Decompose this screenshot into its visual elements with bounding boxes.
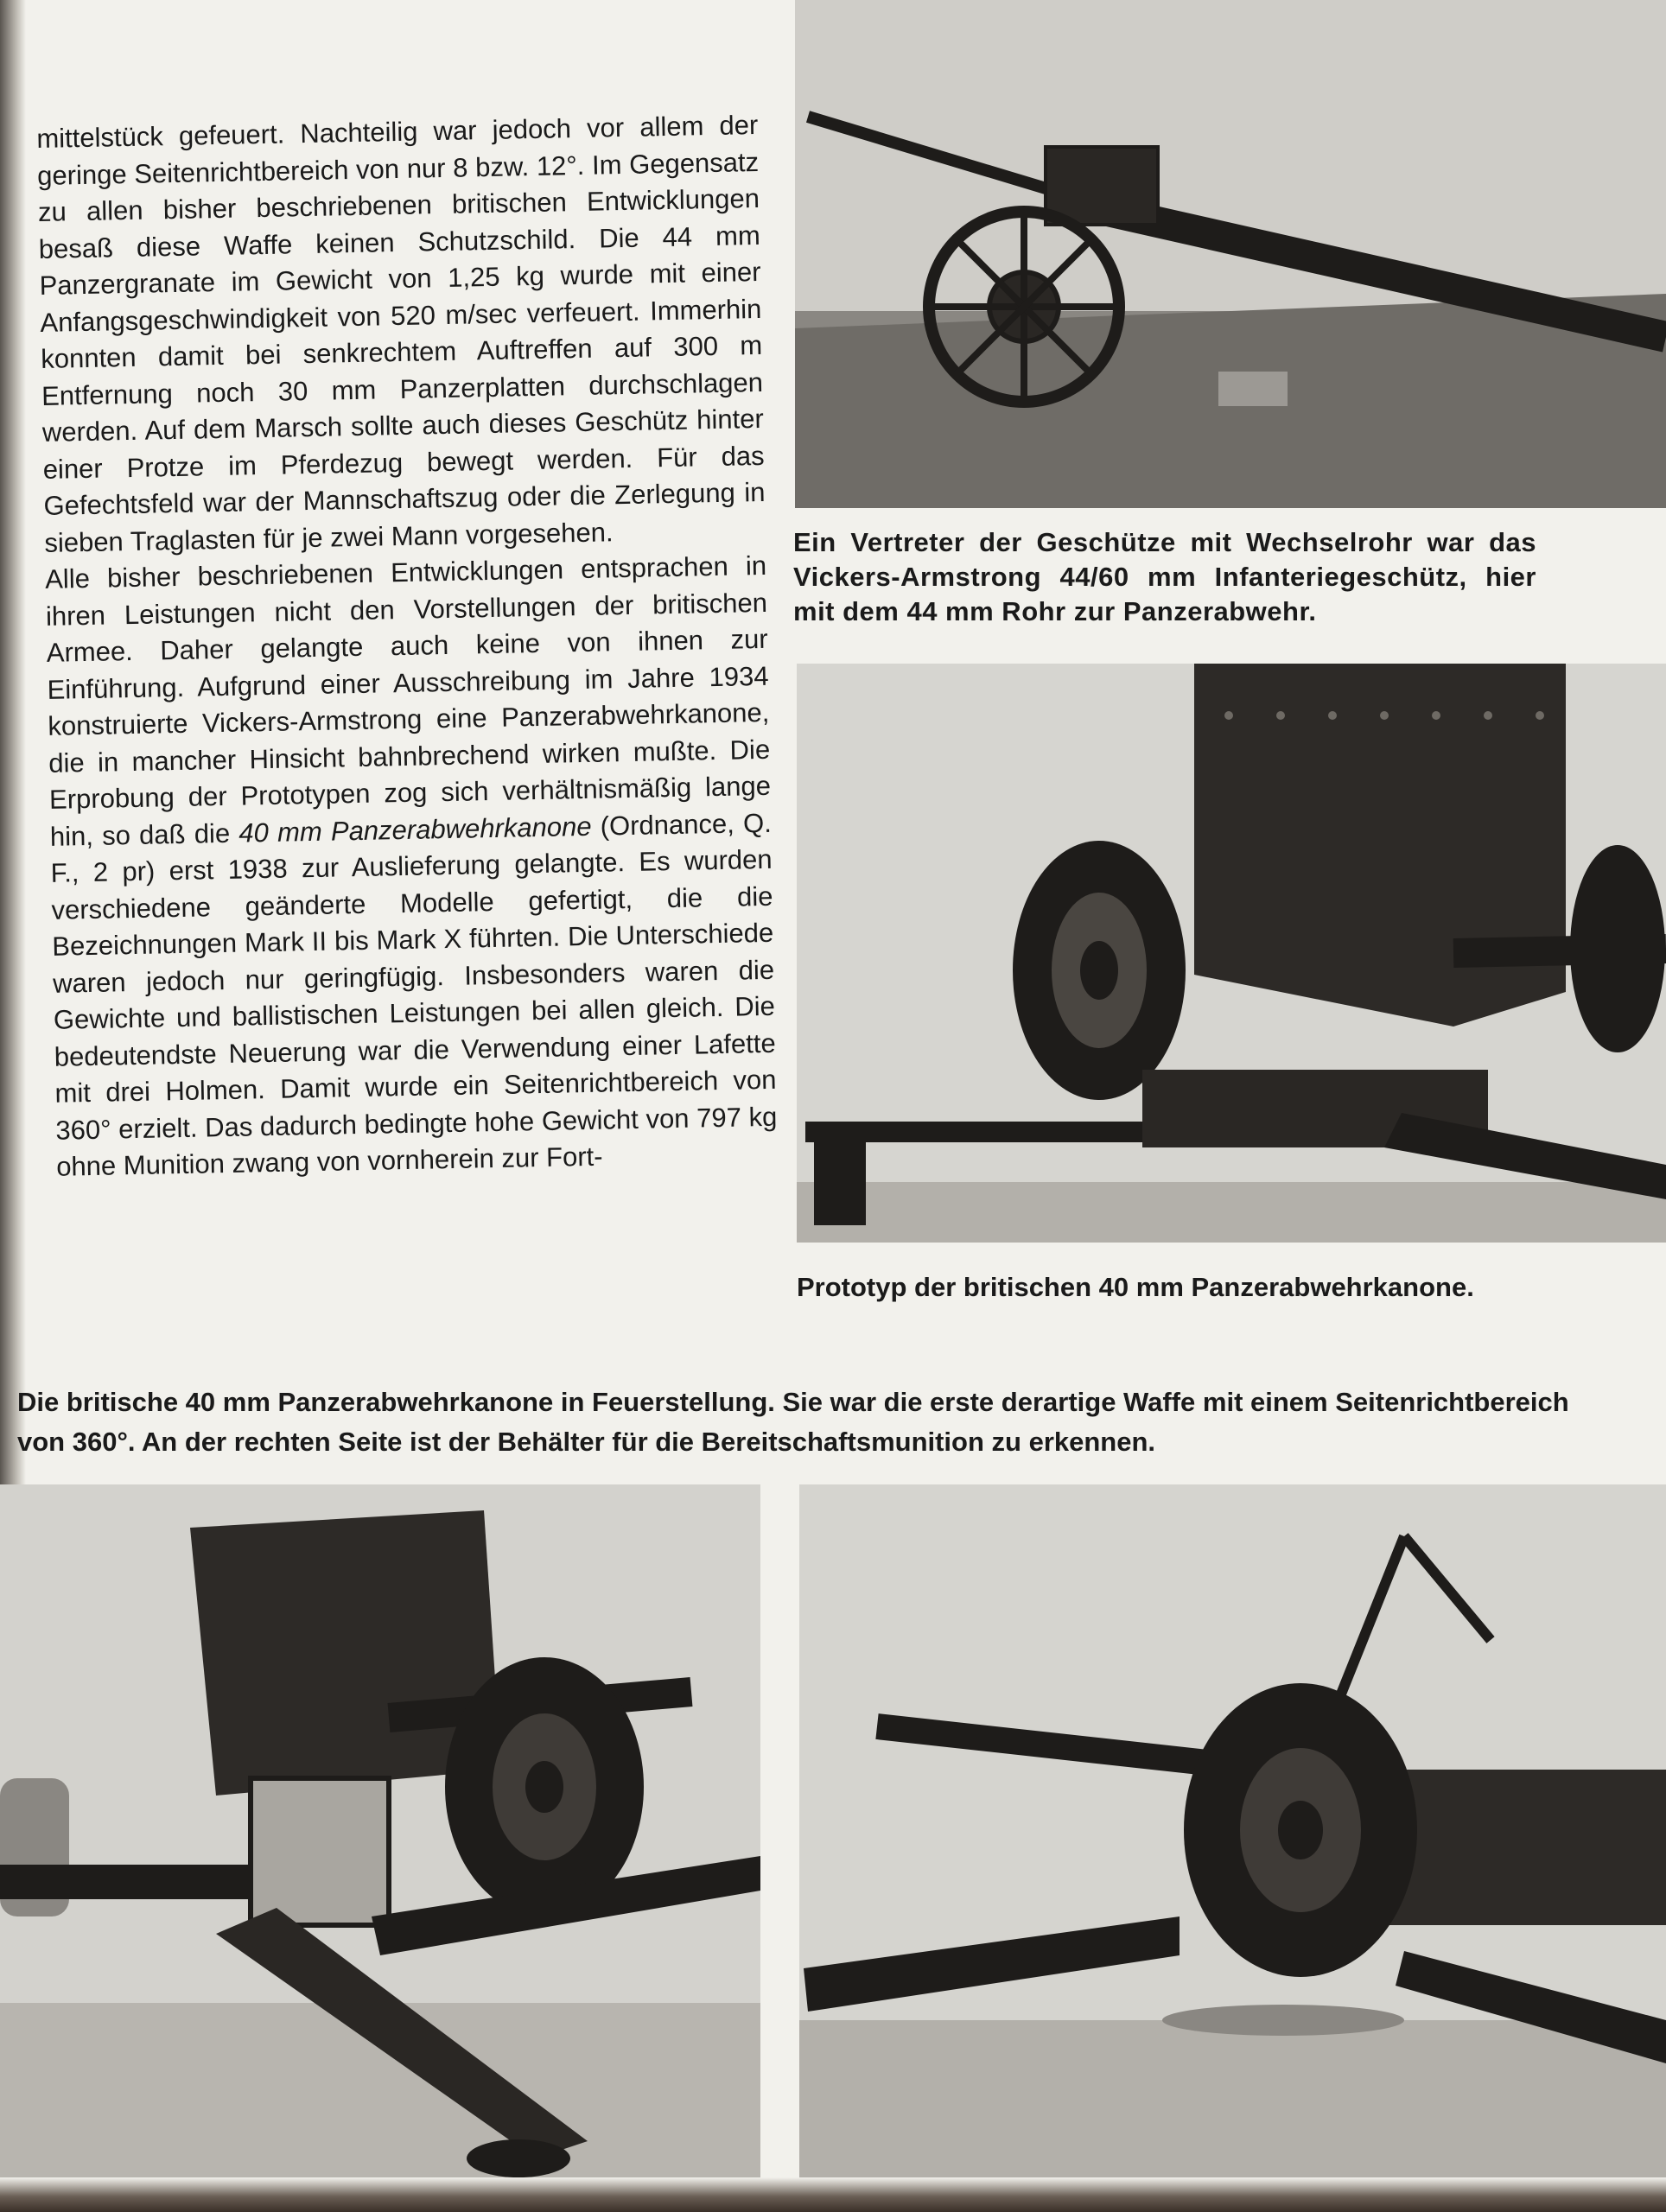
caption-vickers: Ein Vertreter der Geschütze mit Wechselrohr war das Vickers-Armstrong 44/60 mm Infanteriegeschütz, hier mit dem 44 mm Rohr zur Panzerabwehr. bbox=[793, 527, 1536, 626]
weapon-name-italic: 40 mm Panzerabwehrkanone bbox=[238, 810, 592, 849]
paragraph-2: Alle bisher beschriebenen Entwicklungen entsprachen in ihren Leistungen nicht den Vorstellungen der britischen Armee. Daher gelangte auch keine von ihnen zur Einführung. Aufgrund einer Ausschreibung im Jahre 1934 konstruierte Vickers-Armstrong eine Panzerabwehrkanone, die in mancher Hinsicht bahnbrechend wirken mußte. Die Erprobung der Prototypen zog sich verhältnismäßig lange hin, so daß die 40 mm Panzerabwehrkanone (Ordnance, Q. F., 2 pr) erst 1938 zur Auslieferung gelangte. Es wurden verschiedene geänderte Modelle gefertigt, die die Bezeichnungen Mark II bis Mark X führten. Die Unterschiede waren jedoch nur geringfügig. Insbesonders waren die Gewichte und ballistischen Leistungen bei allen gleich. Die bedeutendste Neuerung war die Verwendung einer Lafette mit drei Holmen. Damit wurde ein Seitenrichtbereich von 360° erzielt. Das dadurch bedingte hohe Gewicht von 797 kg ohne Munition zwang von vornherein zur Fort- bbox=[44, 550, 778, 1182]
photo-firing-position-left bbox=[0, 1484, 760, 2177]
photo-prototype-gun bbox=[797, 664, 1666, 1243]
photo-firing-position-right bbox=[799, 1484, 1666, 2177]
paragraph-1: mittelstück gefeuert. Nachteilig war jedoch vor allem der geringe Seitenrichtbereich von nur 8 bzw. 12°. Im Gegensatz zu allen bisher beschriebenen britischen Entwicklungen besaß diese Waffe keinen Schutzschild. Die 44 mm Panzergranate im Gewicht von 1,25 kg wurde mit einer Anfangsgeschwindigkeit von 520 m/sec verfeuert. Immerhin konnten damit bei senkrechtem Auftreffen auf 300 m Entfernung noch 30 mm Panzerplatten durchschlagen werden. Auf dem Marsch sollte auch dieses Geschütz hinter einer Protze im Pferdezug bewegt werden. Für das Gefechtsfeld war der Mannschaftszug oder die Zerlegung in sieben Traglasten für je zwei Mann vorgesehen. bbox=[36, 109, 766, 558]
body-text bbox=[36, 107, 779, 1185]
page-bottom-shadow bbox=[0, 2177, 1666, 2212]
caption-prototype: Prototyp der britischen 40 mm Panzerabwehrkanone. bbox=[797, 1272, 1474, 1302]
photo-vickers-gun bbox=[795, 0, 1666, 508]
caption-firing-position: Die britische 40 mm Panzerabwehrkanone in Feuerstellung. Sie war die erste derartige Waffe mit einem Seitenrichtbereich von 360°. An der rechten Seite ist der Behälter für die Bereitschaftsmunition zu erkennen. bbox=[17, 1387, 1569, 1457]
